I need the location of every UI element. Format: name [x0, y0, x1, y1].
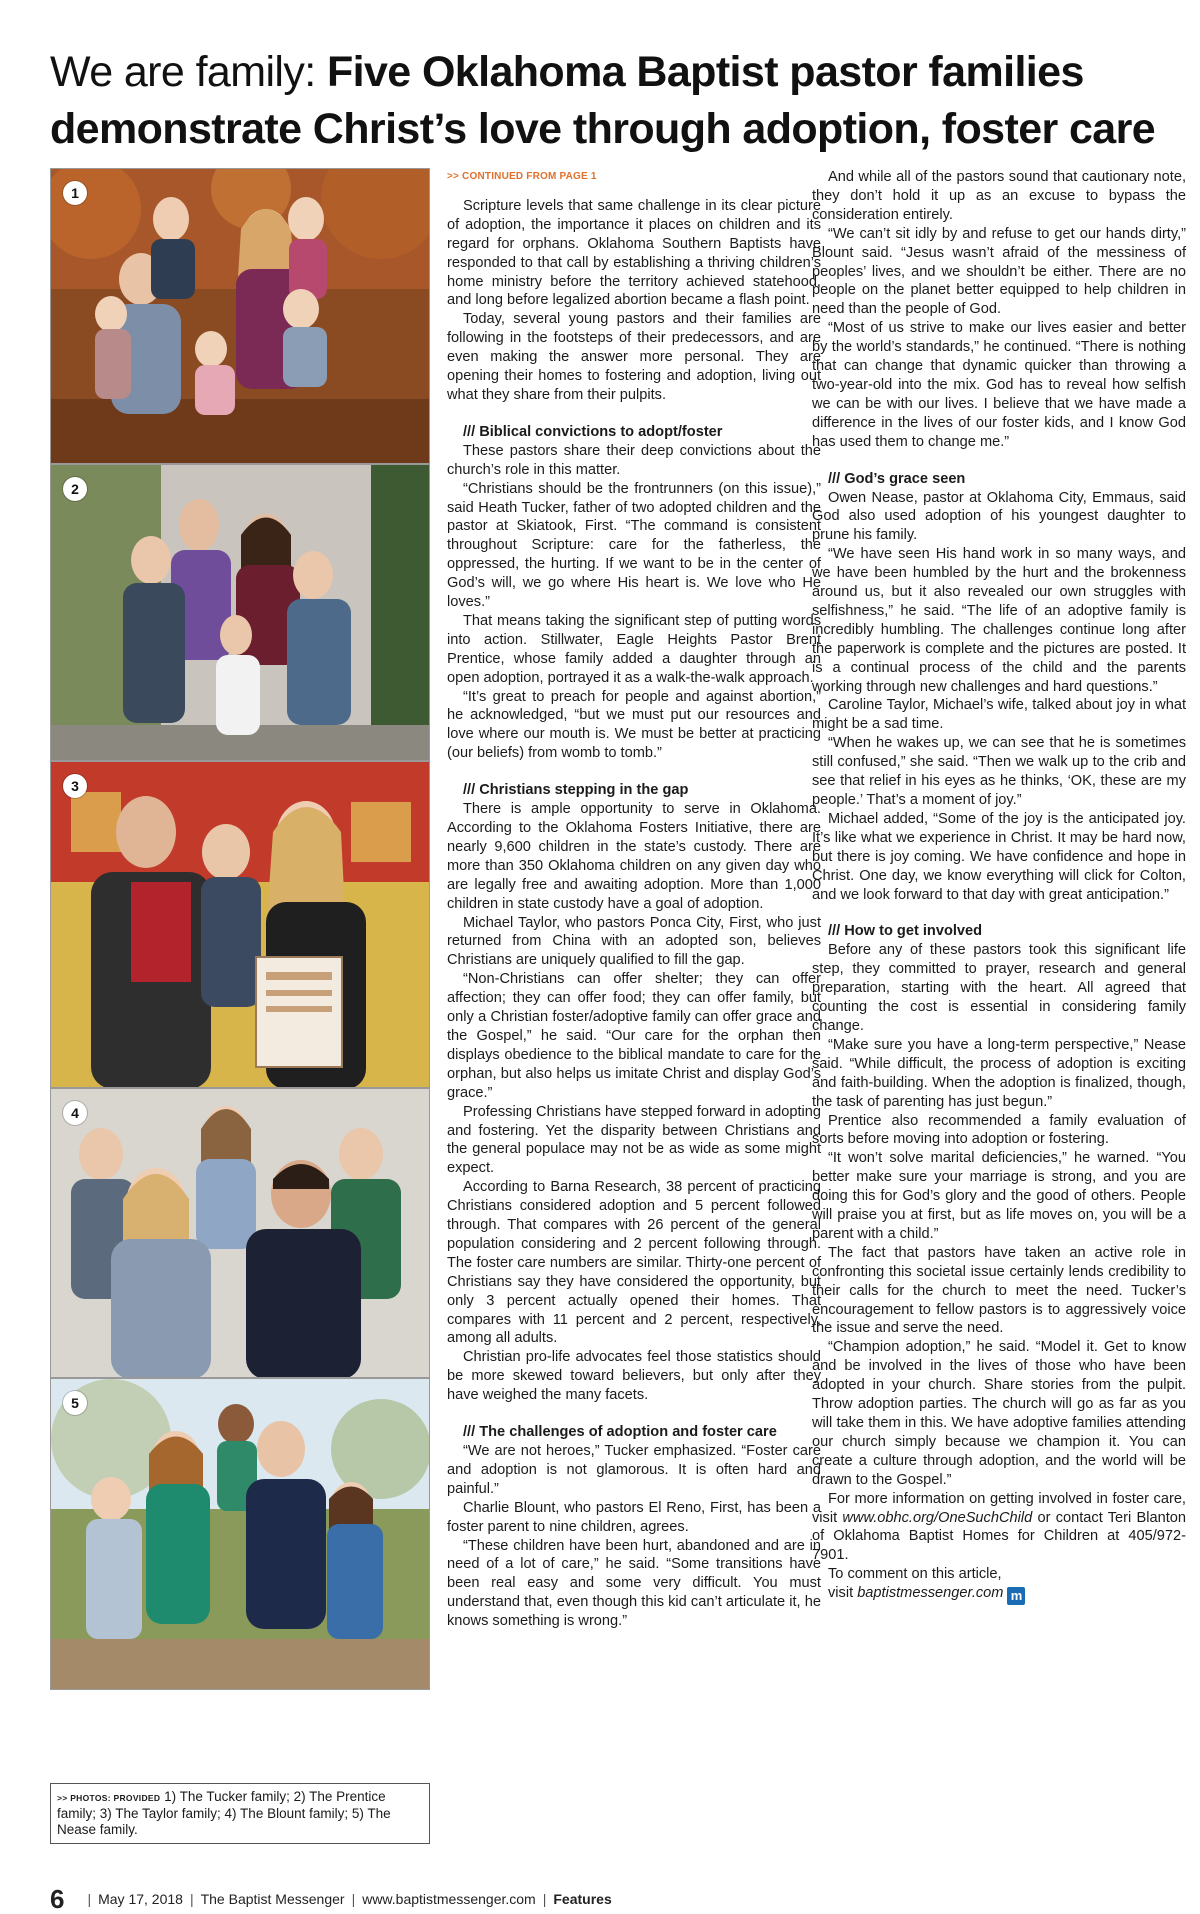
subhead: /// How to get involved: [828, 923, 983, 940]
paragraph: To comment on this article,: [828, 1566, 1002, 1583]
article-column-2: [812, 168, 1186, 1605]
paragraph: Prentice also recommended a family evaluation of sorts before moving into adoption or fostering.: [812, 1112, 1186, 1148]
photo-prentice-image: [51, 465, 430, 761]
photo-caption-text: 1) The Tucker family; 2) The Prentice family; 3) The Taylor family; 4) The Blount family; 5) The Nease family.: [57, 1789, 391, 1837]
footer-divider: |: [542, 1891, 547, 1907]
photo-taylor-family: [50, 761, 430, 1088]
paragraph: Professing Christians have stepped forward in adopting and fostering. Yet the disparity between Christians and the general populace may not be as wide as some might expect.: [447, 1103, 821, 1177]
paragraph: “These children have been hurt, abandoned and are in need of a lot of care,” he said. “Some transitions have been real easy and some very difficult. You must understand that, even though this kid can’t articulate it, he knows something is wrong.”: [447, 1537, 821, 1630]
paragraph: Michael Taylor, who pastors Ponca City, First, who just returned from China with an adopted son, believes Christians are uniquely qualified to fill the gap.: [447, 914, 821, 969]
photo-number-badge: 4: [63, 1101, 87, 1125]
footer-section: Features: [553, 1891, 612, 1907]
photo-tucker-family: [50, 168, 430, 464]
subhead: /// The challenges of adoption and foster care: [463, 1424, 777, 1441]
photo-blount-family: [50, 1088, 430, 1378]
paragraph: “It won’t solve marital deficiencies,” he warned. “You better make sure your marriage is strong, and you are doing this for God’s glory and the good of others. People will praise you at first, but as life moves on, you will be a parent with a child.”: [812, 1150, 1186, 1242]
paragraph: Christian pro-life advocates feel those statistics should be more skewed toward believers, but only after they have weighed the many facets.: [447, 1349, 821, 1404]
footer-publication: The Baptist Messenger: [200, 1891, 345, 1907]
footer-url[interactable]: www.baptistmessenger.com: [362, 1891, 536, 1907]
paragraph: These pastors share their deep convictions about the church’s role in this matter.: [447, 442, 821, 478]
paragraph: According to Barna Research, 38 percent of practicing Christians considered adoption and 5 percent followed through. That compares with 26 percent of the general population considering and 2 percent following through. The foster care numbers are similar. Thirty-one percent of Christians say they have considered the opportunity, but only 3 percent actually opened their homes. That compares with 11 percent and 2 percent, respectively, among all adults.: [447, 1179, 821, 1347]
photo-tucker-image: [51, 169, 430, 464]
footer-divider: |: [351, 1891, 356, 1907]
photo-number-badge: 2: [63, 477, 87, 501]
photo-prentice-family: [50, 464, 430, 761]
headline-main: Five Oklahoma Baptist pastor families demonstrate Christ’s love through adoption, foster care: [50, 48, 1156, 153]
paragraph: Owen Nease, pastor at Oklahoma City, Emmaus, said God also used adoption of his youngest daughter to prune his family.: [812, 489, 1186, 544]
paragraph: There is ample opportunity to serve in Oklahoma. According to the Oklahoma Fosters Initiative, there are nearly 9,600 children in the state’s custody. There are more than 350 Oklahoma children on any given day who are legally free and awaiting adoption. More than 1,000 children in state custody have a goal of adoption.: [447, 801, 821, 912]
paragraph: “We have seen His hand work in so many ways, and we have been humbled by the hurt and the brokenness around us, but it also revealed our own struggles with selfishness,” he said. “The life of an adoptive family is incredibly humbling. The challenges continue long after the paperwork is complete and the pictures are posted. It is a continual process of the child and the parents working through new challenges and hard questions.”: [812, 546, 1186, 695]
photo-credit-tag: >> PHOTOS: PROVIDED: [57, 1793, 161, 1803]
paragraph: “Christians should be the frontrunners (on this issue),” said Heath Tucker, father of two adopted children and the pastor at Skiatook, First. “The command is consistent throughout Scripture: care for the fatherless, the oppressed, the hurting. If we want to be in the center of God’s will, we go where His heart is. We love who He loves.”: [447, 480, 821, 611]
paragraph: Charlie Blount, who pastors El Reno, First, has been a foster parent to nine children, agrees.: [447, 1499, 821, 1535]
subhead: /// Christians stepping in the gap: [463, 782, 689, 799]
paragraph: “Non-Christians can offer shelter; they can offer affection; they can offer food; they can offer family, but only a Christian foster/adoptive family can offer grace and the Gospel,” he said. “Our care for the orphan then displays obedience to the biblical mandate to care for the orphan, but also helps us imitate Christ and display God’s grace.”: [447, 971, 821, 1101]
photo-taylor-image: [51, 762, 430, 1088]
photo-nease-image: [51, 1379, 430, 1690]
footer-divider: |: [189, 1891, 194, 1907]
headline-prefix: We are family:: [50, 48, 327, 96]
text: For more information on getting involved in foster care, visit: [812, 1490, 1186, 1526]
photo-blount-image: [51, 1089, 430, 1378]
page-number: 6: [50, 1884, 65, 1914]
continued-kicker: >> CONTINUED FROM PAGE 1: [447, 171, 597, 182]
paragraph: Michael added, “Some of the joy is the anticipated joy. It’s like what we experience in Christ. It may be hard now, but there is joy coming. We have confidence and hope in Christ. One day, we know everything will click for Colton, and we look forward to that day with great anticipation.”: [812, 810, 1186, 903]
photo-number-badge: 3: [63, 774, 87, 798]
paragraph: And while all of the pastors sound that cautionary note, they don’t hold it up as an excuse to bypass the consideration entirely.: [812, 169, 1186, 223]
baptistmessenger-link[interactable]: baptistmessenger.com: [857, 1585, 1004, 1602]
page-footer: [50, 1884, 612, 1914]
paragraph: The fact that pastors have taken an active role in confronting this societal issue certainly lends credibility to their calls for the church to meet the need. Tucker’s encouragement to fellow pastors is to aggressively voice the issue and serve the need.: [812, 1244, 1186, 1337]
paragraph: Before any of these pastors took this significant life step, they committed to prayer, research and general preparation, starting with the heart. All agreed that counting the cost is essential in considering family change.: [812, 942, 1186, 1034]
paragraph: “Most of us strive to make our lives easier and better by the world’s standards,” he continued. “There is nothing that can change that dynamic quicker than throwing a two-year-old into the mix. God has to reveal how selfish we can be with our lives. I believe that we have made a difference in the lives of our foster kids, and I know God has used them to change me.”: [812, 320, 1186, 450]
footer-date: May 17, 2018: [98, 1891, 183, 1907]
photo-caption: [50, 1783, 430, 1844]
subhead: /// God’s grace seen: [828, 470, 966, 487]
photo-number-badge: 1: [63, 181, 87, 205]
obhc-link[interactable]: www.obhc.org/OneSuchChild: [842, 1509, 1033, 1526]
text: visit: [828, 1585, 858, 1602]
paragraph: “We are not heroes,” Tucker emphasized. “Foster care and adoption is not glamorous. It is often hard and painful.”: [447, 1443, 821, 1497]
paragraph: “It’s great to preach for people and against abortion,” he acknowledged, “but we must put our resources and love where our mouth is. We must be better at practicing (our beliefs) from womb to tomb.”: [447, 688, 821, 762]
photo-column: [50, 168, 430, 1690]
paragraph: “When he wakes up, we can see that he is sometimes still confused,” she said. “Then we walk up to the crib and see that relief in his eyes as he thinks, ‘OK, these are my people.’ That’s a moment of joy.”: [812, 735, 1186, 808]
paragraph: Scripture levels that same challenge in its clear picture of adoption, the importance it places on children and its regard for orphans. Oklahoma Southern Baptists have responded to that call by establishing a thriving children’s home ministry before the territory achieved statehood, and long before legalized abortion became a flash point.: [447, 197, 821, 309]
paragraph: [812, 1584, 1186, 1605]
photo-nease-family: [50, 1378, 430, 1690]
text: or contact Teri Blanton of Oklahoma Baptist Homes for Children at 405/972-7901.: [812, 1509, 1186, 1564]
paragraph: “Champion adoption,” he said. “Model it. Get to know and be involved in the lives of those who have been adopted in your church. Share stories from the pulpit. Throw adoption parties. The church will go as far as you will take them in this. We have adoptive families attending our church simply because we champion it. You can create a culture through adoption, and the world will be drawn to the Gospel.”: [812, 1339, 1186, 1488]
headline: [50, 44, 1160, 158]
paragraph: That means taking the significant step of putting words into action. Stillwater, Eagle Heights Pastor Brent Prentice, whose family added a daughter through an open adoption, portrayed it as a walk-the-walk approach.: [447, 612, 821, 686]
paragraph: Today, several young pastors and their families are following in the footsteps of their predecessors, and are even making the answer more personal. They are opening their homes to fostering and adoption, living out what they share from their pulpits.: [447, 311, 821, 403]
paragraph: [812, 1490, 1186, 1566]
paragraph: Caroline Taylor, Michael’s wife, talked about joy in what might be a sad time.: [812, 697, 1186, 733]
footer-divider: |: [87, 1891, 92, 1907]
article-column-1: [447, 168, 821, 1631]
subhead: /// Biblical convictions to adopt/foster: [463, 423, 723, 440]
paragraph: “Make sure you have a long-term perspective,” Nease said. “While difficult, the process of adoption is exciting and faith-building. When the adoption is finalized, though, the task of parenting has just begun.”: [812, 1036, 1186, 1110]
photo-number-badge: 5: [63, 1391, 87, 1415]
messenger-logo-icon: m: [1007, 1587, 1025, 1605]
paragraph: “We can’t sit idly by and refuse to get our hands dirty,” Blount said. “Jesus wasn’t afraid of the messiness of peoples’ lives, and we shouldn’t be either. There are no people on the planet better equipped to help children in need than the people of God.: [812, 225, 1186, 318]
